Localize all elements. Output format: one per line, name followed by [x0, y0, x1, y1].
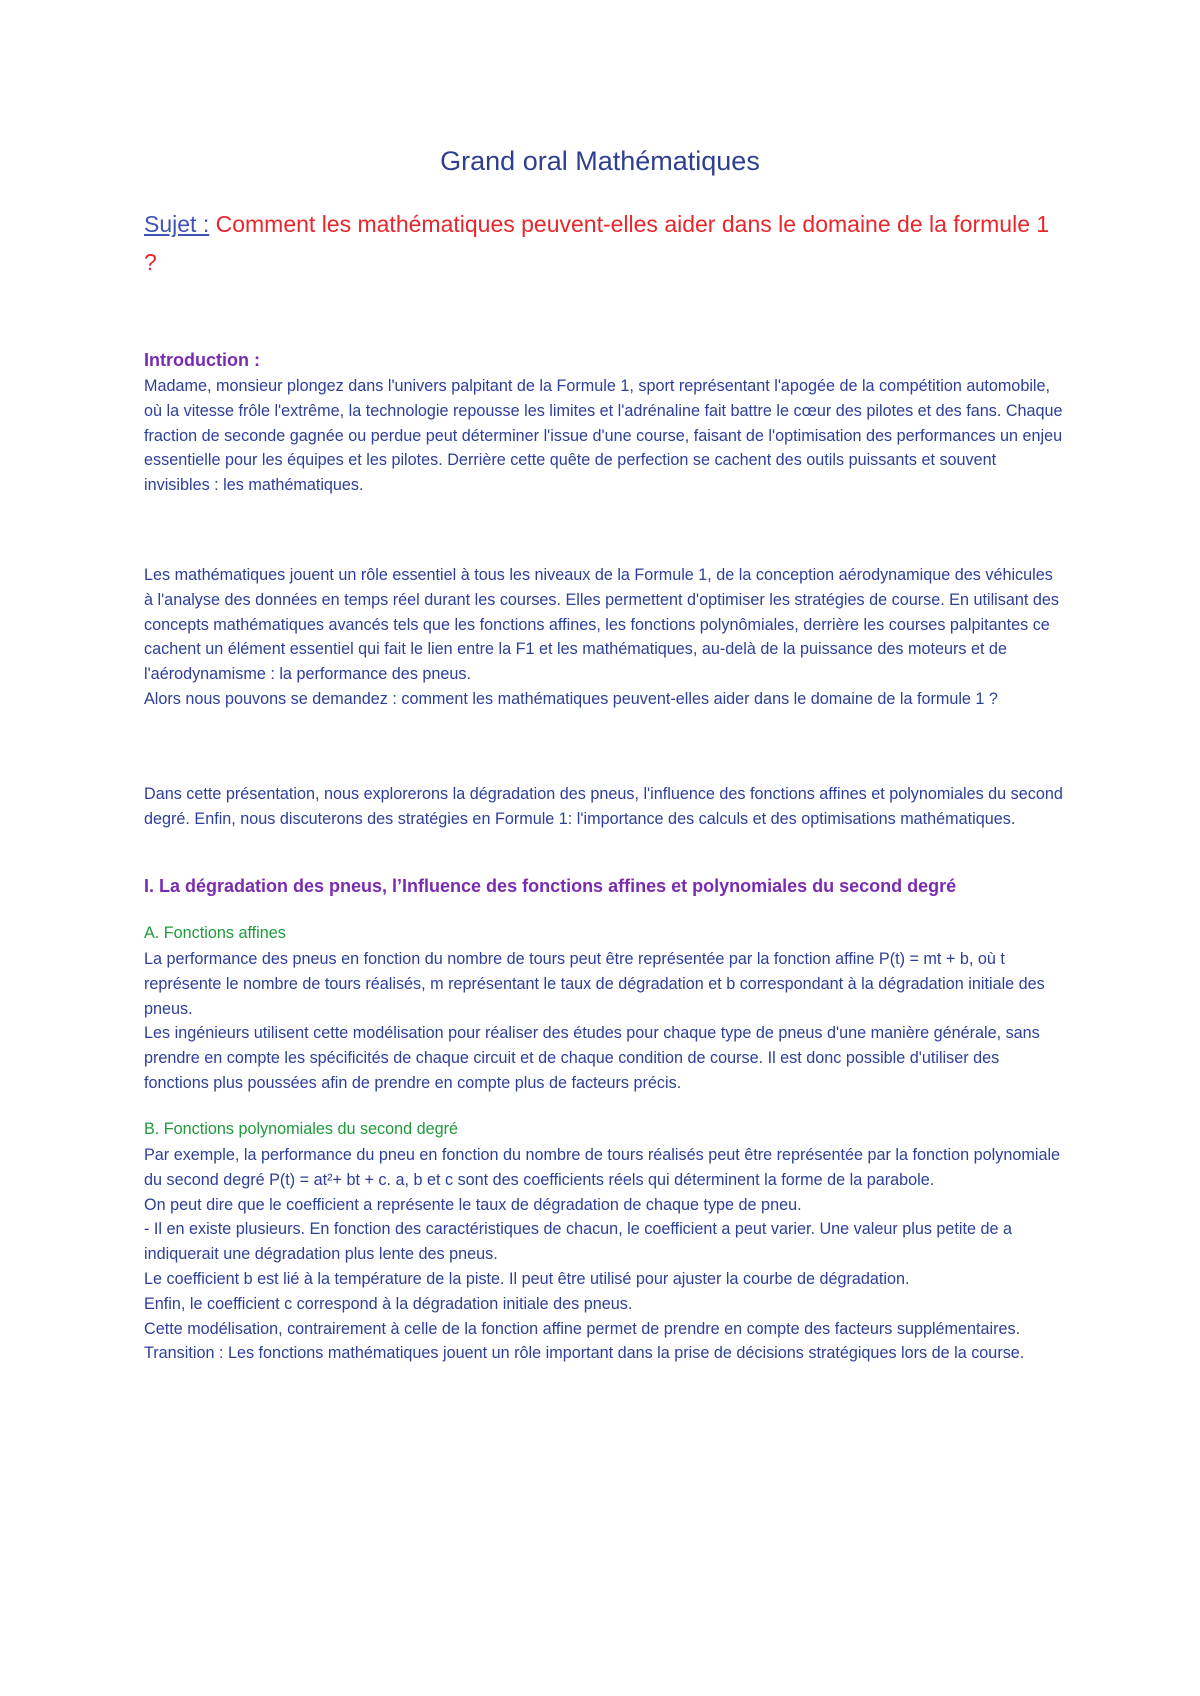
- b-p6-text: Cette modélisation, contrairement à celle de la fonction affine permet de prendre en compte des facteurs supplémentaires.: [144, 1319, 1021, 1338]
- page-title: Grand oral Mathématiques: [440, 146, 760, 176]
- a-p1-text: La performance des pneus en fonction du nombre de tours peut être représentée par la fonction affine P(t) = mt + b, où t représente le nombre de tours réalisés, m représentant le taux de dégradation et b correspondant à la dégradation initiale des pneus.: [144, 950, 1045, 1018]
- intro-p4-text: Dans cette présentation, nous explorerons la dégradation des pneus, l'influence des fonctions affines et polynomiales du second degré. Enfin, nous discuterons des stratégies en Formule 1: l'importance des calculs et des optimisations mathématiques.: [144, 785, 1063, 828]
- intro-p1-text: Madame, monsieur plongez dans l'univers palpitant de la Formule 1, sport représentant l'apogée de la compétition automobile, où la vitesse frôle l'extrême, la technologie repousse les limites et l'adrénaline fait battre le cœur des pilotes et des fans. Chaque fraction de seconde gagnée ou perdue peut déterminer l'issue d'une course, faisant de l'optimisation des performances un enjeu essentielle pour les équipes et les pilotes. Derrière cette quête de perfection se cachent des outils puissants et souvent invisibles : les mathématiques.: [144, 377, 1063, 495]
- b-p3-text: - Il en existe plusieurs. En fonction des caractéristiques de chacun, le coefficient a peut varier. Une valeur plus petite de a indiquerait une dégradation plus lente des pneus.: [144, 1220, 1013, 1264]
- subject-text: Comment les mathématiques peuvent-elles aider dans le domaine de la formule 1 ?: [144, 211, 1050, 275]
- intro-p3-text: Alors nous pouvons se demandez : comment les mathématiques peuvent-elles aider dans le domaine de la formule 1 ?: [144, 689, 998, 708]
- introduction-heading: Introduction :: [144, 350, 260, 370]
- section-1-heading: I. La dégradation des pneus, l’Influence des fonctions affines et polynomiales du second degré: [144, 876, 957, 896]
- intro-paragraph-1: [144, 374, 1064, 498]
- subject: [144, 205, 1064, 281]
- b-p2-text: On peut dire que le coefficient a représente le taux de dégradation de chaque type de pneu.: [144, 1195, 802, 1214]
- intro-paragraph-4: [144, 782, 1064, 832]
- b-p4-text: Le coefficient b est lié à la température de la piste. Il peut être utilisé pour ajuster la courbe de dégradation.: [144, 1269, 910, 1288]
- subsection-a-heading: A. Fonctions affines: [144, 924, 286, 942]
- intro-paragraph-2: [144, 563, 1064, 712]
- intro-p2-text: Les mathématiques jouent un rôle essentiel à tous les niveaux de la Formule 1, de la conception aérodynamique des véhicules à l'analyse des données en temps réel durant les courses. Elles permettent d'optimiser les stratégies de course. En utilisant des concepts mathématiques avancés tels que les fonctions affines, les fonctions polynômiales, derrière les courses palpitantes ce cachent un élément essentiel qui fait le lien entre la F1 et les mathématiques, au-delà de la puissance des moteurs et de l'aérodynamisme : la performance des pneus.: [144, 566, 1059, 684]
- subsection-b-heading: B. Fonctions polynomiales du second degré: [144, 1120, 459, 1138]
- subject-label: Sujet :: [144, 211, 210, 237]
- subsection-a-body: [144, 947, 1064, 1096]
- b-p1-text: Par exemple, la performance du pneu en fonction du nombre de tours réalisés peut être représentée par la fonction polynomiale du second degré P(t) = at²+ bt + c. a, b et c sont des coefficients réels qui déterminent la forme de la parabole.: [144, 1146, 1061, 1189]
- b-p5-text: Enfin, le coefficient c correspond à la dégradation initiale des pneus.: [144, 1294, 633, 1313]
- b-p7-text: Transition : Les fonctions mathématiques jouent un rôle important dans la prise de décisions stratégiques lors de la course.: [144, 1344, 1025, 1363]
- a-p2-text: Les ingénieurs utilisent cette modélisation pour réaliser des études pour chaque type de pneus d'une manière générale, sans prendre en compte les spécificités de chaque circuit et de chaque condition de course. Il est donc possible d'utiliser des fonctions plus poussées afin de prendre en compte plus de facteurs précis.: [144, 1024, 1040, 1092]
- subsection-b-body: [144, 1143, 1064, 1366]
